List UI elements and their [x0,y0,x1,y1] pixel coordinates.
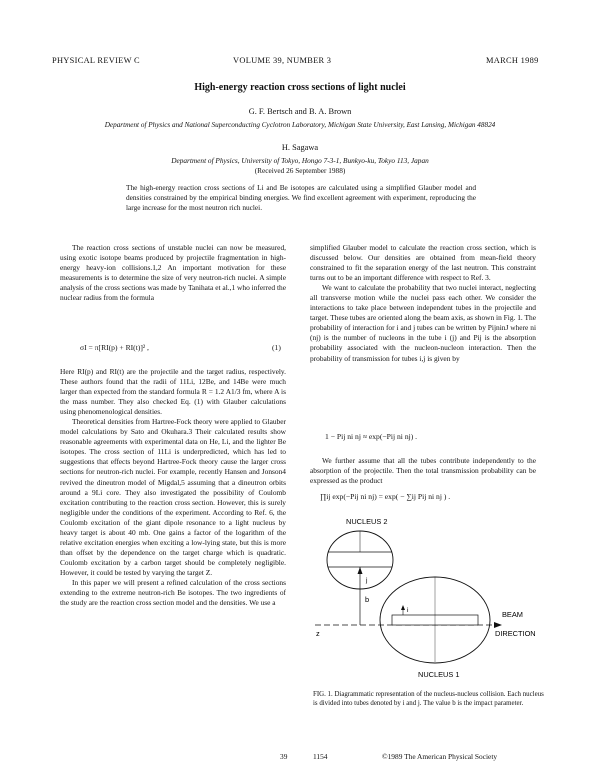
received-date: (Received 26 September 1988) [254,166,346,175]
equation-1: σI = π[RI(p) + RI(t)]² , [80,343,149,352]
impact-arrow-head [358,567,363,574]
paper-title: High-energy reaction cross sections of light nuclei [194,82,406,93]
left-column-continued [60,367,286,608]
figure-1-diagram [310,512,550,687]
label-b: b [365,595,370,604]
volume-number: VOLUME 39, NUMBER 3 [233,56,332,65]
right-column-continued [310,456,536,486]
beam-label: BEAM [502,610,523,619]
paragraph-tubes: We want to calculate the probability that two nuclei interact, neglecting all transverse motion while the nuclei pass each other. We consider the interactions to take place between independent tubes in the projectile and target. These tubes are oriented along the beam axis, as shown in Fig. 1. The probability of interaction for i and j tubes can be written by PijninJ where ni (nj) is the number of nucleons in the tube i (j) and Pij is the absorption probability associated with the nucleon-nucleon interaction. Then the probability of transmission for tubes i,j is given by [310,283,536,363]
author-secondary: H. Sagawa [281,143,319,152]
right-column [310,243,536,364]
abstract: The high-energy reaction cross sections of Li and Be isotopes are calculated using a simplified Glauber model and densities constrained by the empirical binding energies. We find excellent agreement with experiment, reproducing the large increase for the most neutron rich nuclei. [126,183,476,212]
paragraph-radii: Here RI(p) and RI(t) are the projectile and the target radius, respectively. These authors found that the radii of 11Li, 12Be, and 14Be were much larger than expected from the standard formula R = 1.2 A1/3 fm, where A is the mass number. They also checked Eq. (1) with Glauber calculations using phenomenological densities. [60,367,286,417]
volume-page-marker: 39 [280,752,288,761]
paragraph-present-work: In this paper we will present a refined calculation of the cross sections extending to the extreme neutron-rich Be isotopes. The two ingredients of the study are the reaction cross section model and the densities. We use a [60,577,286,608]
equation-3: ∏ij exp(−Pij ni nj) = exp( − ∑ij Pij ni nj ) . [320,492,451,501]
page-number: 1154 [313,752,328,761]
equation-1-number: (1) [272,343,281,352]
affiliation-primary: Department of Physics and National Superconducting Cyclotron Laboratory, Michigan State University, East Lansing, Michigan 48824 [104,121,496,129]
paragraph-theory: Theoretical densities from Hartree-Fock theory were applied to Glauber model calculations by Sato and Okuhara.3 Their calculated results show reasonable agreements with experimental data on He, Li, and the lighter Be isotopes. The cross section of 11Li is underpredicted, which has led to suggestions that effects beyond Hartree-Fock theory cause the larger cross sections for neutron-rich nuclei. For example, recently Hansen and Jonson4 revived the dineutron model of Migdal,5 assuming that a dineutron orbits around a 9Li core. They also investigated the possibility of Coulomb excitation contributing to the reaction cross section. However, this is surely negligible under the conditions of the experiment. According to Ref. 6, the Coulomb excitation of the giant dipole resonance to a light nucleus by heavy target is about 40 mb. One gains a factor of the logarithm of the relative excitation energies when exciting a low-lying state, but this is more than offset by the dependence on the target charge which is quadratic. Coulomb excitation by a carbon target should be completely negligible. However, it could be tested by varying the target Z. [60,417,286,577]
journal-name: PHYSICAL REVIEW C [52,56,140,65]
direction-label: DIRECTION [495,629,536,638]
copyright: ©1989 The American Physical Society [382,752,498,761]
beam-arrow-icon [494,622,502,628]
authors-primary: G. F. Bertsch and B. A. Brown [248,107,352,116]
label-j: j [366,577,368,584]
label-i: i [407,607,409,614]
nucleus-1-label: NUCLEUS 1 [418,670,460,679]
figure-1-caption: FIG. 1. Diagrammatic representation of the nucleus-nucleus collision. Each nucleus is divided into tubes denoted by i and j. The value b is the impact parameter. [313,691,544,707]
tube-i-arrow-head [401,605,405,610]
left-column [60,243,286,303]
label-z: z [316,629,320,638]
paragraph-independent: We further assume that all the tubes contribute independently to the absorption of the projectile. Then the total transmission probability can be expressed as the product [310,456,536,486]
nucleus-2-label: NUCLEUS 2 [346,517,388,526]
issue-date: MARCH 1989 [486,56,539,65]
paragraph-intro: The reaction cross sections of unstable nuclei can now be measured, using exotic isotope beams produced by projectile fragmentation in high-energy heavy-ion collisions.1,2 An important motivation for these measurements is to determine the size of very neutron-rich nuclei. A simple analysis of the cross sections was made by Tanihata et al.,1 who inferred the nuclear radius from the formula [60,243,286,303]
affiliation-secondary: Department of Physics, University of Tokyo, Hongo 7-3-1, Bunkyo-ku, Tokyo 113, Japan [171,156,429,165]
equation-2: 1 − Pij ni nj ≈ exp(−Pij ni nj) . [325,432,418,441]
paragraph-glauber: simplified Glauber model to calculate the reaction cross section, which is discussed below. Our densities are obtained from mean-field theory constrained to fit the separation energy of the last neutron. This constraint turns out to be an important difference with respect to Ref. 3. [310,243,536,283]
